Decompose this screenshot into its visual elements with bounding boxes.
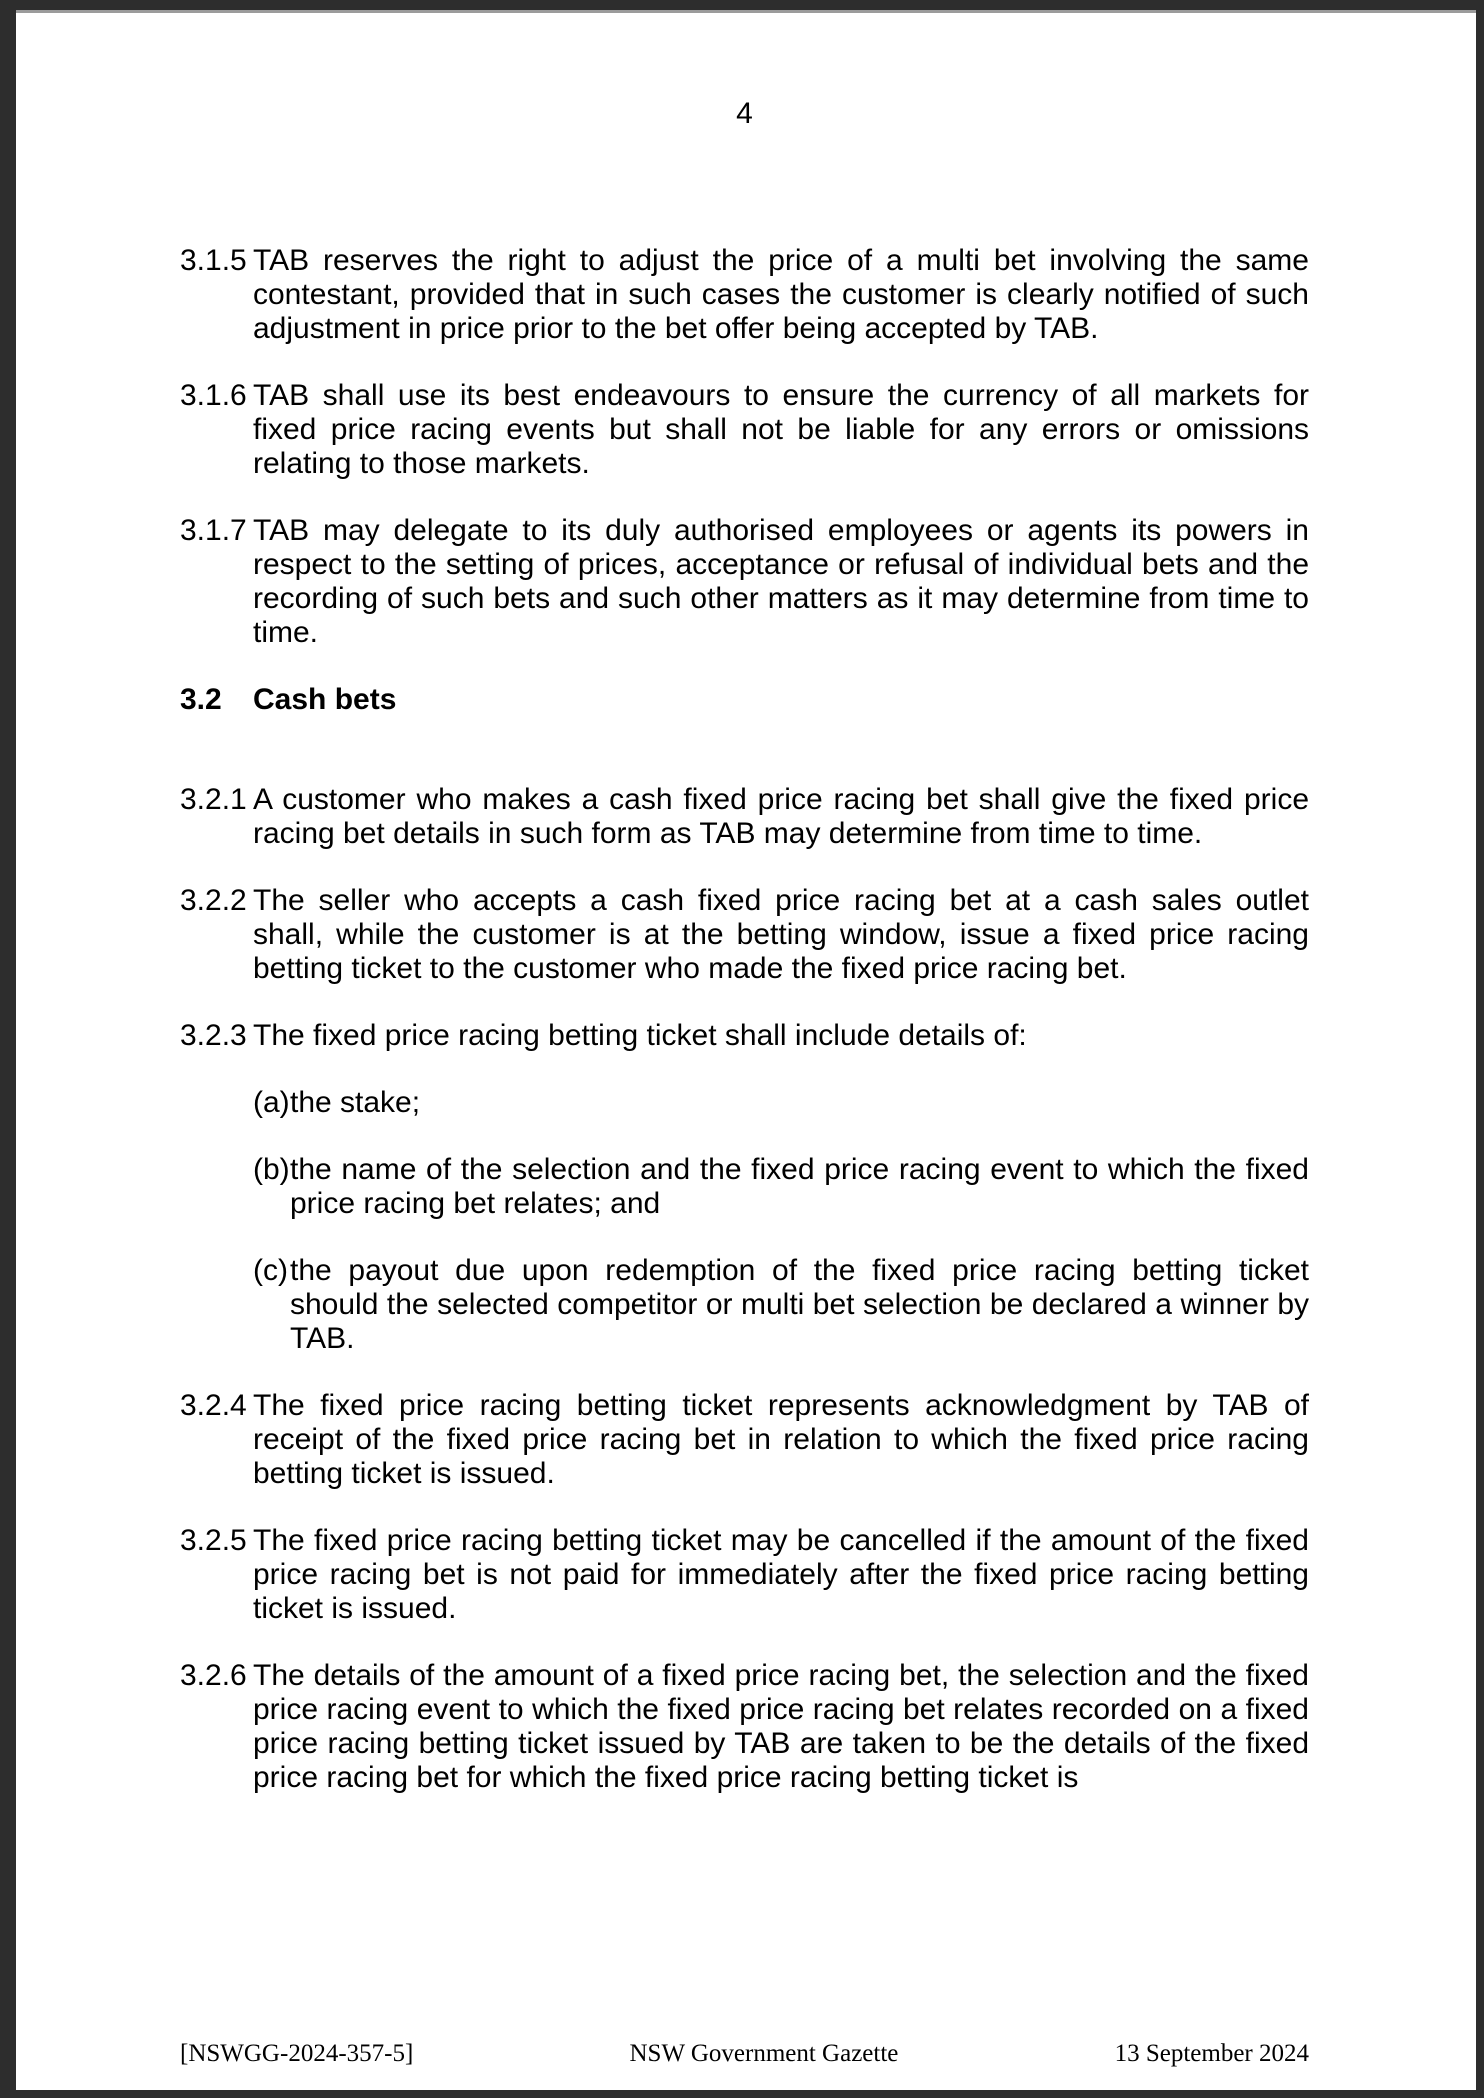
clause-3-1-5 [180, 244, 1309, 346]
section-title: Cash bets [253, 683, 397, 716]
footer-publication-title: NSW Government Gazette [629, 2040, 899, 2067]
clause-text: The details of the amount of a fixed price racing bet, the selection and the fixed price racing event to which the fixed price racing bet relates recorded on a fixed price racing betting ticket issued by TAB are taken to be the details of the fixed price racing bet for which the fixed price racing betting ticket is [253, 1659, 1309, 1794]
clause-text: The seller who accepts a cash fixed price racing bet at a cash sales outlet shall, while the customer is at the betting window, issue a fixed price racing betting ticket to the customer who made the fixed price racing bet. [253, 884, 1309, 985]
page-number: 4 [736, 97, 753, 130]
clause-text: The fixed price racing betting ticket shall include details of: [253, 1019, 1027, 1052]
clause-number: 3.1.5 [180, 244, 247, 277]
subitem-b [253, 1153, 1309, 1221]
clause-3-2-4 [180, 1389, 1309, 1491]
clause-text: TAB may delegate to its duly authorised employees or agents its powers in respect to the setting of prices, acceptance or refusal of individual bets and the recording of such bets and such other matters as it may determine from time to time. [253, 514, 1309, 649]
clause-number: 3.1.6 [180, 379, 247, 412]
clause-text: TAB reserves the right to adjust the price of a multi bet involving the same contestant, provided that in such cases the customer is clearly notified of such adjustment in price prior to the bet offer being accepted by TAB. [253, 244, 1309, 345]
clause-text: The fixed price racing betting ticket represents acknowledgment by TAB of receipt of the fixed price racing bet in relation to which the fixed price racing betting ticket is issued. [253, 1389, 1309, 1490]
clause-text: A customer who makes a cash fixed price racing bet shall give the fixed price racing bet details in such form as TAB may determine from time to time. [253, 783, 1309, 850]
clause-3-2-3 [180, 1019, 1309, 1053]
clause-number: 3.2.5 [180, 1524, 247, 1557]
clause-text: The fixed price racing betting ticket may be cancelled if the amount of the fixed price racing bet is not paid for immediately after the fixed price racing betting ticket is issued. [253, 1524, 1309, 1625]
clause-3-2-5 [180, 1524, 1309, 1626]
subitem-a [253, 1086, 1309, 1120]
clause-number: 3.2.4 [180, 1389, 247, 1422]
subitem-text: the stake; [290, 1086, 421, 1119]
page-body [16, 244, 1476, 1795]
clause-3-2-2 [180, 884, 1309, 986]
subitem-marker: (c) [253, 1254, 288, 1287]
footer-gazette-reference: [NSWGG-2024-357-5] [180, 2040, 414, 2067]
section-number: 3.2 [180, 683, 222, 716]
subitem-c [253, 1254, 1309, 1356]
footer-date: 13 September 2024 [1114, 2040, 1309, 2067]
clause-number: 3.2.6 [180, 1659, 247, 1692]
clause-text: TAB shall use its best endeavours to ensure the currency of all markets for fixed price racing events but shall not be liable for any errors or omissions relating to those markets. [253, 379, 1309, 480]
gazette-page [16, 10, 1476, 2090]
page-footer [180, 2039, 1309, 2069]
clause-3-1-6 [180, 379, 1309, 481]
clause-3-2-1 [180, 783, 1309, 851]
section-heading-3-2 [180, 683, 1309, 717]
clause-3-2-3-subitems [253, 1086, 1309, 1356]
clause-3-2-6 [180, 1659, 1309, 1795]
subitem-marker: (b) [253, 1153, 290, 1186]
clause-number: 3.2.3 [180, 1019, 247, 1052]
subitem-marker: (a) [253, 1086, 290, 1119]
subitem-text: the payout due upon redemption of the fixed price racing betting ticket should the selected competitor or multi bet selection be declared a winner by TAB. [290, 1254, 1309, 1355]
subitem-text: the name of the selection and the fixed price racing event to which the fixed price racing bet relates; and [290, 1153, 1309, 1220]
clause-3-1-7 [180, 514, 1309, 650]
clause-number: 3.1.7 [180, 514, 247, 547]
clause-number: 3.2.1 [180, 783, 247, 816]
clause-number: 3.2.2 [180, 884, 247, 917]
